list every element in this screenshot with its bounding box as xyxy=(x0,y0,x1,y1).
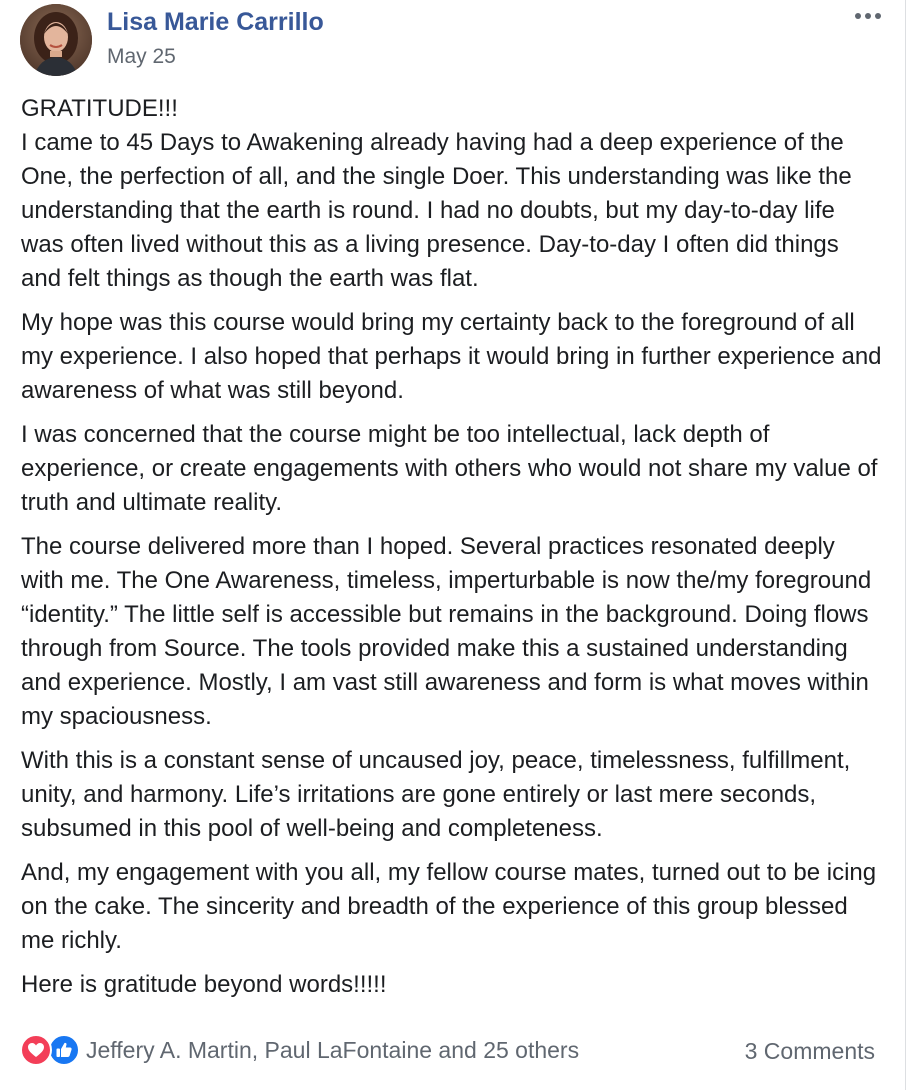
dot xyxy=(865,13,871,19)
post-paragraph: With this is a constant sense of uncaused joy, peace, timelessness, fulfillment, unity, and harmony. Life’s irritations are gone entirely or last mere seconds, subsumed in this pool of well-being and completeness. xyxy=(21,747,851,842)
reactions-summary[interactable] xyxy=(20,1034,579,1066)
comments-count-link[interactable]: 3 Comments xyxy=(744,1038,875,1064)
post-paragraph: And, my engagement with you all, my fellow course mates, turned out to be icing on the cake. The sincerity and breadth of the experience of this group blessed me richly. xyxy=(21,859,877,954)
post-date[interactable]: May 25 xyxy=(107,45,176,68)
post-paragraph: Here is gratitude beyond words!!!!! xyxy=(21,971,387,998)
dot xyxy=(875,13,881,19)
like-icon xyxy=(48,1034,80,1066)
post-paragraph: I was concerned that the course might be too intellectual, lack depth of experience, or create engagements with others who would not share my value of truth and ultimate reality. xyxy=(21,421,878,516)
more-options-icon[interactable] xyxy=(848,2,888,30)
reactor-names[interactable]: Jeffery A. Martin, Paul LaFontaine and 25 others xyxy=(86,1036,580,1063)
author-name-link[interactable]: Lisa Marie Carrillo xyxy=(107,8,324,36)
post-paragraph: My hope was this course would bring my certainty back to the foreground of all my experience. I also hoped that perhaps it would bring in further experience and awareness of what was still beyond. xyxy=(21,309,882,404)
dot xyxy=(855,13,861,19)
post-paragraph: The course delivered more than I hoped. Several practices resonated deeply with me. The One Awareness, timeless, imperturbable is now the/my foreground “identity.” The little self is accessible but remains in the background. Doing flows through from Source. The tools provided make this a sustained understanding and experience. Mostly, I am vast still awareness and form is what moves within my spaciousness. xyxy=(21,533,872,730)
post-body xyxy=(21,92,883,1012)
author-avatar[interactable] xyxy=(20,4,92,76)
avatar-image xyxy=(20,4,92,76)
love-icon xyxy=(20,1034,52,1066)
post-paragraph: GRATITUDE!!! I came to 45 Days to Awakening already having had a deep experience of the One, the perfection of all, and the single Doer. This understanding was like the understanding that the earth is round. I had no doubts, but my day-to-day life was often lived without this as a living presence. Day-to-day I often did things and felt things as though the earth was flat. xyxy=(21,95,852,292)
